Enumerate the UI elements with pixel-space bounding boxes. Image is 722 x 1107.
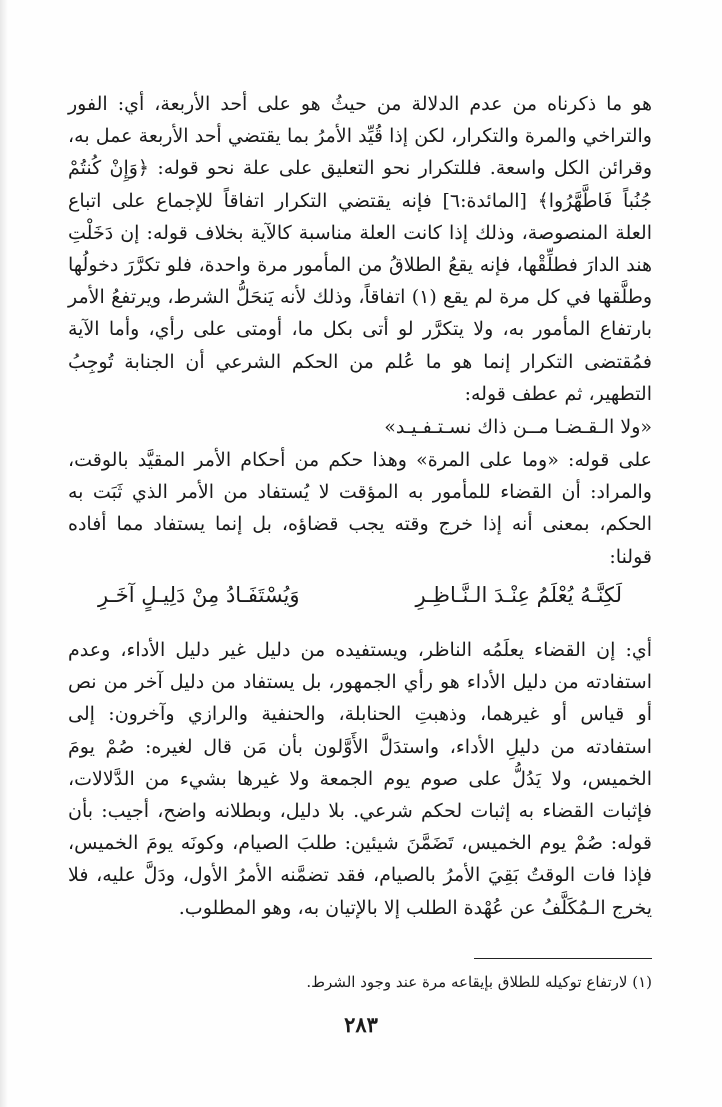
paragraph-1: هو ما ذكرناه من عدم الدلالة من حيثُ هو على أحد الأربعة، أي: الفور والتراخي والمرة والتكرار، لكن إذا قُيِّد الأمرُ بما يقتضي أحد الأربعة عمل به، وقرائن الكل واسعة. فللتكرار نحو التعليق على علة نحو قوله: ﴿وَإِنْ كُنتُمْ جُنُباً فَاطَّهَّرُوا﴾ [المائدة:٦] فإنه يقتضي التكرار اتفاقاً للإجماع على اتباع العلة المنصوصة، وذلك إذا كانت العلة مناسبة كالآية بخلاف قوله: إن دَخَلْتِ هند الدارَ فطلِّقْها، فإنه يقعُ الطلاقُ من المأمور مرة واحدة، فلو تكرَّرَ دخولُها وطلَّقها في كل مرة لم يقع (١) اتفاقاً، وذلك لأنه يَنحَلُّ الشرط، ويرتفعُ الأمر بارتفاع المأمور به، ولا يتكرَّر لو أتى بكل ما، أومتى على رأي، وأما الآية فمُقتضى التكرار إنما هو ما عُلم من الحكم الشرعي أن الجنابة تُوجِبُ التطهير، ثم عطف قوله: xyxy=(68,93,653,405)
quoted-verse-line: «ولا الـقـضـا مــن ذاك نسـتـفـيـد» xyxy=(384,416,652,439)
verse-hemistich-second: وَيُسْتَفَـادُ مِنْ دَلِيـلٍ آخَـرِ xyxy=(98,583,300,607)
footnote: (١) لارتفاع توكيله للطلاق بإيقاعه مرة عند وجود الشرط. xyxy=(306,973,652,991)
footnote-separator xyxy=(474,958,652,959)
poem-verse xyxy=(68,583,652,623)
page-edge-shadow xyxy=(0,0,8,1107)
main-text-block xyxy=(68,88,652,573)
paragraph-2: على قوله: «وما على المرة» وهذا حكم من أحكام الأمر المقيَّد بالوقت، والمراد: أن القضاء للمأمور به المؤقت لا يُستفاد من الأمر الذي ثَبَت به الحكم، بمعنى أنه إذا خرج وقته يجب قضاؤه، بل إنما يستفاد مما أفاده قولنا: xyxy=(68,449,652,568)
paragraph-3: أي: إن القضاء يعلَمُه الناظر، ويستفيده من دليل غير دليل الأداء، وعدم استفادته من دليل الأداء هو رأي الجمهور، بل يستفاد من دليل آخر من نص أو قياس أو غيرهما، وذهبتِ الحنابلة، والحنفية والرازي وآخرون: إلى استفادته من دليلِ الأداء، واستدَلَّ الأَوَّلون بأن مَن قال لغيره: صُمْ يومَ الخميس، ولا يَدُلُّ على صوم يوم الجمعة ولا غيرها بشيء من الدَّلالات، فإثبات القضاء به إثبات لحكم شرعي. بلا دليل، وبطلانه واضح، أجيب: بأن قوله: صُمْ يوم الخميس، تَضَمَّنَ شيئين: طلبَ الصيام، وكونَه يومَ الخميس، فإذا فات الوقتُ بَقِيَ الأمرُ بالصيام، فقد تضمَّنه الأمرُ الأول، ودَلَّ عليه، فلا يخرج الـمُكَلَّفُ عن عُهْدة الطلب إلا بالإتيان به، وهو المطلوب. xyxy=(68,639,652,919)
page-number: ٢٨٣ xyxy=(344,1012,378,1037)
verse-hemistich-first: لَكِنَّـهُ يُعْلَمُ عِنْـدَ الـنَّـاظِـرِ xyxy=(415,583,622,607)
